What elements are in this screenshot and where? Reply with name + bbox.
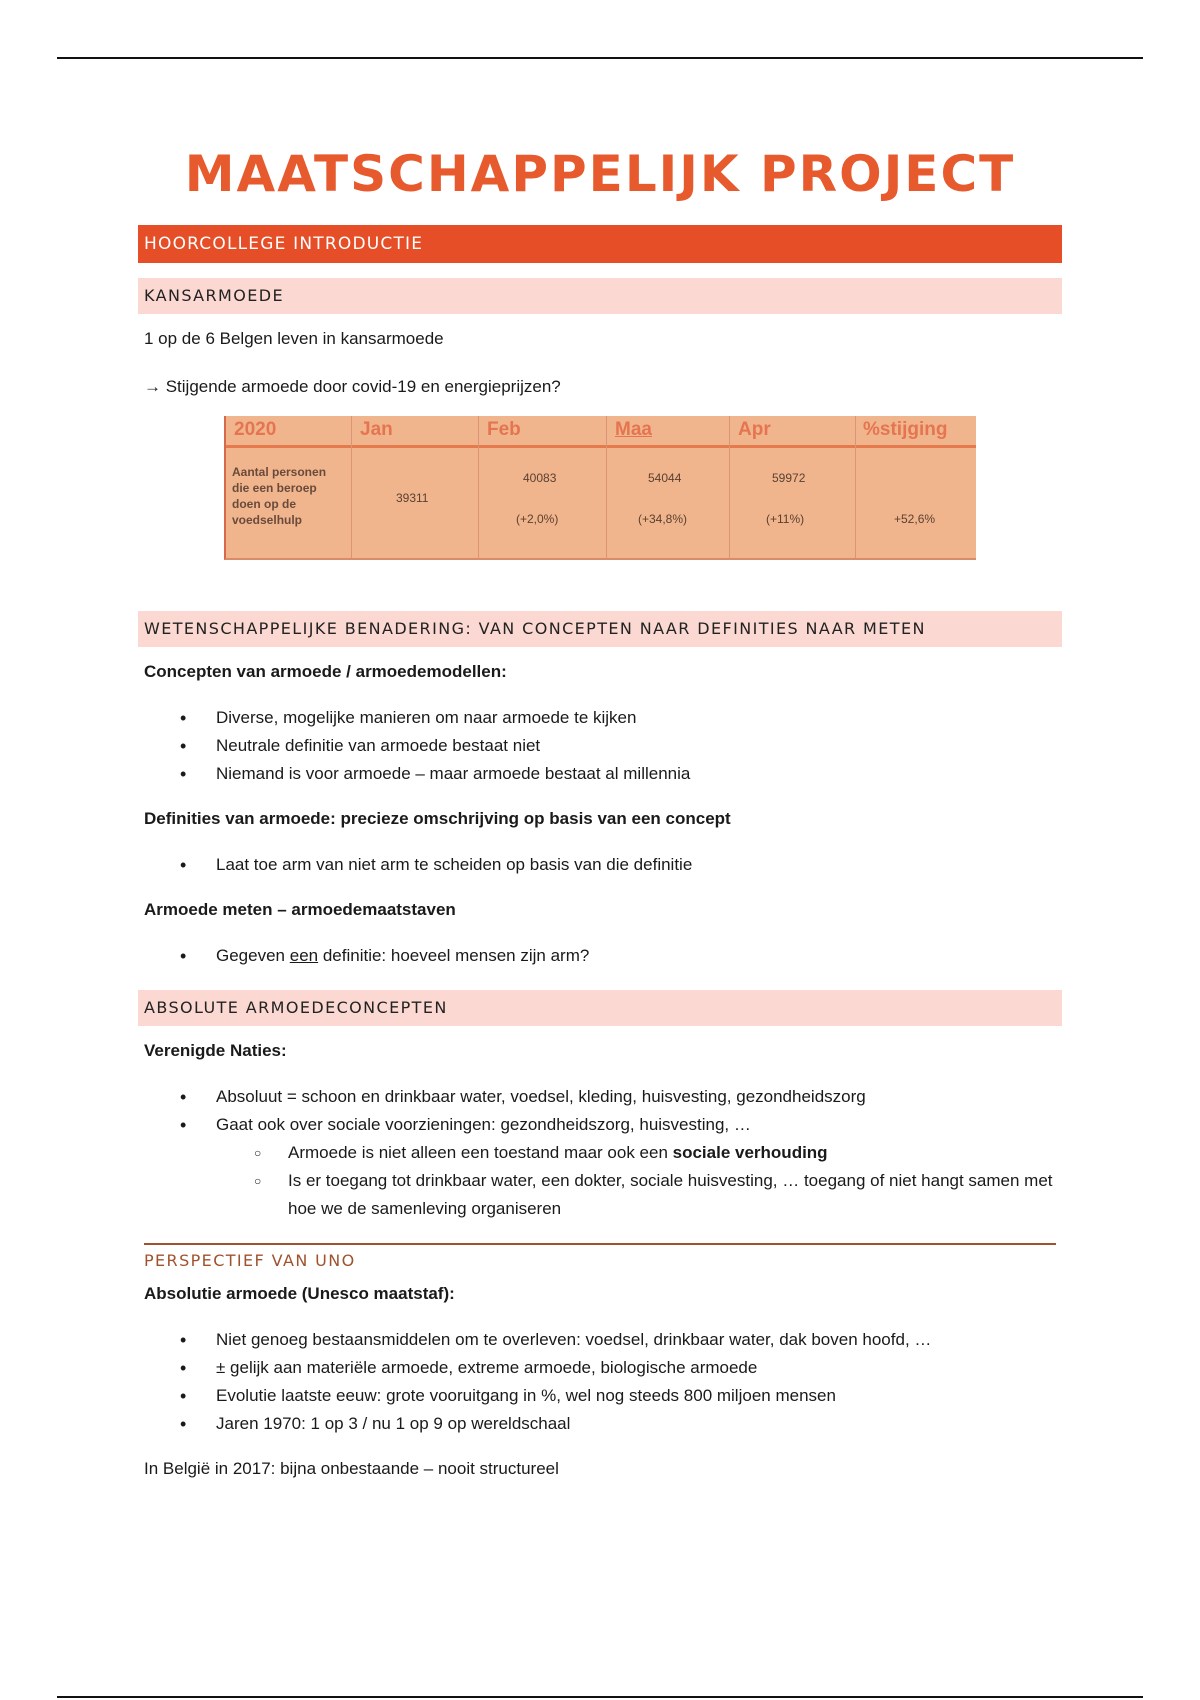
list-item: • Niemand is voor armoede – maar armoede bestaat al millennia [144, 760, 1062, 788]
bottom-rule [57, 1696, 1143, 1698]
vn-sublist [216, 1139, 1062, 1223]
measure-title: Armoede meten – armoedemaatstaven [144, 900, 456, 919]
list-item: • Absoluut = schoon en drinkbaar water, voedsel, kleding, huisvesting, gezondheidszorg [144, 1083, 1062, 1111]
list-item: ○ Is er toegang tot drinkbaar water, een dokter, sociale huisvesting, … toegang of niet hangt samen met hoe we de samenleving organiseren [216, 1167, 1062, 1223]
kansarmoede-line1: 1 op de 6 Belgen leven in kansarmoede [144, 329, 444, 348]
document-title: MAATSCHAPPELIJK PROJECT [184, 145, 1016, 203]
list-item: • Gaat ook over sociale voorzieningen: gezondheidszorg, huisvesting, … ○ Armoede is niet alleen een toestand maar ook een sociale verhouding ○ Is er toegang tot drinkbaar water, een dokter, sociale huisvesting, … toegang of niet hangt samen met hoe we de samenleving organiseren [144, 1111, 1062, 1223]
table-value-apr: 59972 [772, 471, 806, 485]
vn-title: Verenigde Naties: [144, 1041, 287, 1060]
list-item: • Evolutie laatste eeuw: grote vooruitgang in %, wel nog steeds 800 miljoen mensen [144, 1382, 1062, 1410]
vn-list [138, 1083, 1062, 1223]
table-header-feb: Feb [487, 419, 521, 440]
table-header-apr: Apr [738, 419, 771, 440]
heading-hoorcollege: HOORCOLLEGE INTRODUCTIE [138, 225, 1062, 263]
table-header-maa: Maa [615, 419, 652, 440]
concepts-title: Concepten van armoede / armoedemodellen: [144, 662, 507, 681]
definitions-list [138, 851, 1062, 879]
table-row-label: Aantal personen die een beroep doen op de voedselhulp [232, 465, 327, 527]
list-item: ○ Armoede is niet alleen een toestand maar ook een sociale verhouding [216, 1139, 1062, 1167]
heading-wetenschap: WETENSCHAPPELIJKE BENADERING: VAN CONCEPTEN NAAR DEFINITIES NAAR METEN [138, 611, 1062, 647]
table-value-maa: 54044 [648, 471, 682, 485]
kansarmoede-line2: → Stijgende armoede door covid-19 en energieprijzen? [144, 377, 561, 396]
table-total: +52,6% [894, 512, 936, 526]
list-item: • Diverse, mogelijke manieren om naar armoede te kijken [144, 704, 1062, 732]
uno-footer: In België in 2017: bijna onbestaande – nooit structureel [144, 1459, 559, 1478]
list-item: • Gegeven een definitie: hoeveel mensen zijn arm? [144, 942, 1062, 970]
table-header-jan: Jan [360, 419, 393, 440]
section-absolute [138, 990, 1062, 1223]
uno-list [138, 1326, 1062, 1438]
definitions-title: Definities van armoede: precieze omschrijving op basis van een concept [144, 809, 731, 828]
list-item: • ± gelijk aan materiële armoede, extreme armoede, biologische armoede [144, 1354, 1062, 1382]
top-rule [57, 57, 1143, 59]
section-wetenschap [138, 611, 1062, 970]
heading-absolute: ABSOLUTE ARMOEDECONCEPTEN [138, 990, 1062, 1026]
table-value-feb: 40083 [523, 471, 557, 485]
heading-uno: PERSPECTIEF VAN UNO [144, 1251, 356, 1270]
table-header-stijging: %stijging [863, 419, 948, 440]
table-change-maa: (+34,8%) [638, 512, 688, 526]
table-value-jan: 39311 [396, 491, 429, 505]
document-page [138, 140, 1062, 1480]
list-item: • Laat toe arm van niet arm te scheiden op basis van die definitie [144, 851, 1062, 879]
voedselhulp-table [224, 416, 976, 560]
table-change-apr: (+11%) [766, 512, 805, 526]
heading-kansarmoede: KANSARMOEDE [138, 278, 1062, 314]
list-item: • Neutrale definitie van armoede bestaat niet [144, 732, 1062, 760]
concepts-list [138, 704, 1062, 788]
table-change-feb: (+2,0%) [516, 512, 559, 526]
list-item: • Niet genoeg bestaansmiddelen om te overleven: voedsel, drinkbaar water, dak boven hoofd, … [144, 1326, 1062, 1354]
measure-list [138, 942, 1062, 970]
list-item: • Jaren 1970: 1 op 3 / nu 1 op 9 op wereldschaal [144, 1410, 1062, 1438]
uno-title: Absolutie armoede (Unesco maatstaf): [144, 1284, 455, 1303]
table-header-2020: 2020 [234, 419, 277, 440]
section-kansarmoede [138, 278, 1062, 527]
section-uno [138, 1243, 1062, 1480]
